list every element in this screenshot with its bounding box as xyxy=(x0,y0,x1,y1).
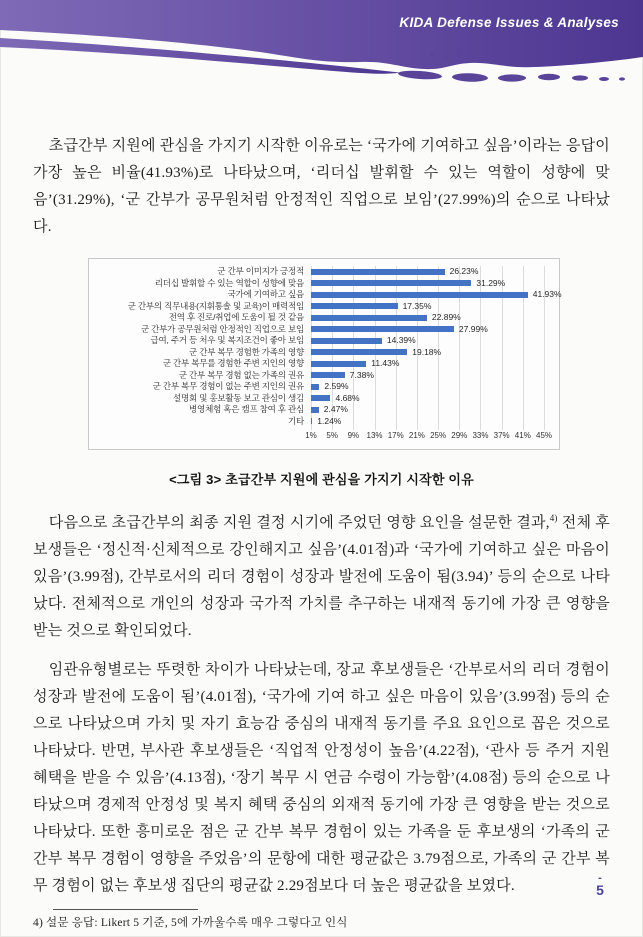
chart-row xyxy=(89,370,559,382)
value-label: 1.24% xyxy=(317,415,342,426)
value-label: 4.68% xyxy=(335,392,360,403)
category-label: 군 간부 복무 경험한 가족의 영향 xyxy=(189,346,304,357)
bar-track xyxy=(311,358,544,370)
bar xyxy=(311,303,398,309)
x-tick-label: 33% xyxy=(472,431,489,440)
footnote-text: 4) 설문 응답: Likert 5 기준, 5에 가까울수록 매우 그렇다고 인식 xyxy=(33,917,348,929)
chart-row xyxy=(89,393,559,405)
chart-row xyxy=(89,416,559,428)
value-label: 26.23% xyxy=(449,266,479,276)
bar xyxy=(311,361,366,367)
bar-track xyxy=(311,347,544,359)
category-label: 전역 후 진로/취업에 도움이 될 것 같음 xyxy=(168,312,304,322)
footnote-block xyxy=(33,909,610,931)
chart-row xyxy=(89,278,559,290)
x-tick-label: 5% xyxy=(326,431,338,440)
bar-track xyxy=(311,370,544,382)
chart-row xyxy=(89,266,559,278)
bar xyxy=(311,349,407,355)
category-label: 군 간부 복무 경험이 없는 주변 지인의 권유 xyxy=(152,381,304,391)
bar-track xyxy=(311,416,544,428)
bar xyxy=(311,338,382,344)
value-label: 11.43% xyxy=(371,358,400,368)
bar-track xyxy=(311,266,544,278)
chart-row xyxy=(89,404,559,416)
bar-track xyxy=(311,324,544,336)
x-tick-label: 45% xyxy=(535,431,553,440)
category-label: 설명회 및 홍보활동 보고 관심이 생김 xyxy=(173,392,304,403)
paragraph-by-commission-type: 임관유형별로는 뚜렷한 차이가 나타났는데, 장교 후보생들은 ‘간부로서의 리더 경험이 성장과 발전에 도움이 됨’(4.01점), ‘국가에 기여 하고 싶은 마음이 있음’(3.99점) 등의 순으로 나타났으며 가치 및 자기 효능감 중심의 내재적 동기를 주요 요인으로 꼽은 것으로 나타났다. 반면, 부사관 후보생들은 ‘직업적 안정성이 높음’(4.22점), ‘관사 등 주거 지원 혜택을 받을 수 있음’(4.13점), ‘장기 복무 시 연금 수령이 가능함’(4.08점) 등의 순으로 나타났으며 경제적 안정성 및 복지 혜택 중심의 외재적 동기에 가장 큰 영향을 받는 것으로 나타났다. 또한 흥미로운 점은 군 간부 복무 경험이 있는 가족을 둔 후보생의 ‘가족의 군 간부 복무 경험이 영향을 주었음’의 문항에 대한 평균값은 3.79점으로, 가족의 군 간부 복무 경험이 없는 후보생 집단의 평균값 2.29점보다 더 높은 평균값을 보였다. xyxy=(33,662,610,894)
bar-track xyxy=(311,301,544,313)
figure3-chart xyxy=(88,258,560,450)
footnote-divider xyxy=(53,909,198,910)
bar xyxy=(311,292,528,298)
category-label: 군 간부 복무 경험 없는 가족의 권유 xyxy=(178,369,304,380)
footnote-ref-4: 4) xyxy=(549,513,558,523)
figure3-caption: <그림 3> 초급간부 지원에 관심을 가지기 시작한 이유 xyxy=(169,472,474,487)
bar xyxy=(311,407,319,413)
category-label: 기타 xyxy=(287,415,304,426)
value-label: 17.35% xyxy=(402,300,432,311)
value-label: 27.99% xyxy=(458,323,488,334)
value-label: 19.18% xyxy=(412,346,442,357)
value-label: 7.38% xyxy=(349,369,374,380)
category-label: 병영체험 혹은 캠프 참여 후 관심 xyxy=(189,404,304,414)
x-tick-label: 1% xyxy=(305,431,317,440)
chart-row xyxy=(89,324,559,336)
chart-row xyxy=(89,312,559,324)
chart-row xyxy=(89,335,559,347)
bar xyxy=(311,269,445,275)
header-banner xyxy=(0,0,643,100)
chart-row xyxy=(89,347,559,359)
category-label: 리더십 발휘할 수 있는 역할이 성향에 맞음 xyxy=(154,277,304,288)
page-number-value: 5 xyxy=(596,882,604,898)
category-label: 군 간부의 직무내용(지휘통솔 및 교육)이 매력적임 xyxy=(127,300,304,311)
publication-title: KIDA Defense Issues & Analyses xyxy=(399,15,619,30)
bar xyxy=(311,395,330,401)
x-tick-label: 9% xyxy=(347,431,360,440)
x-tick-label: 41% xyxy=(514,431,531,440)
paragraph-intro: 초급간부 지원에 관심을 가지기 시작한 이유로는 ‘국가에 기여하고 싶음’이라는 응답이 가장 높은 비율(41.93%)로 나타났으며, ‘리더십 발휘할 수 있는 역할이 성향에 맞음’(31.29%), ‘군 간부가 공무원처럼 안정적인 직업으로 보임’(27.99%)의 순으로 나타났다. xyxy=(33,138,610,235)
x-tick-label: 21% xyxy=(408,431,425,440)
value-label: 2.47% xyxy=(323,404,348,414)
chart-row xyxy=(89,301,559,313)
bar xyxy=(311,418,312,424)
x-tick-label: 13% xyxy=(366,431,383,440)
value-label: 14.39% xyxy=(386,335,416,345)
category-label: 군 간부 이미지가 긍정적 xyxy=(217,266,304,276)
value-label: 22.89% xyxy=(431,312,461,322)
page-number xyxy=(590,874,610,898)
value-label: 31.29% xyxy=(476,277,506,288)
value-label: 41.93% xyxy=(532,289,562,299)
bar-track xyxy=(311,335,544,347)
page-number-dash: - xyxy=(598,872,602,884)
bar-track xyxy=(311,289,562,301)
x-tick-label: 25% xyxy=(430,431,447,440)
bar-track xyxy=(311,312,544,324)
chart-row xyxy=(89,358,559,370)
bar xyxy=(311,326,454,332)
category-label: 국가에 기여하고 싶음 xyxy=(227,289,304,299)
x-axis xyxy=(305,431,553,443)
chart-row xyxy=(89,289,562,301)
bar-track xyxy=(311,278,544,290)
x-tick-label: 29% xyxy=(451,431,468,440)
bar xyxy=(311,384,319,390)
bar xyxy=(311,280,471,286)
bar xyxy=(311,372,345,378)
article-body xyxy=(33,100,610,931)
x-tick-label: 37% xyxy=(493,431,510,440)
p2-text-pre: 다음으로 초급간부의 최종 지원 결정 시기에 주었던 영향 요인을 설문한 결과, xyxy=(48,515,550,531)
bar-track xyxy=(311,393,544,405)
x-tick-label: 17% xyxy=(387,431,404,440)
paragraph-survey-result xyxy=(33,510,610,645)
value-label: 2.59% xyxy=(324,381,349,391)
category-label: 군 간부 복무를 경험한 주변 지인의 영향 xyxy=(162,358,304,368)
category-label: 군 간부가 공무원처럼 안정적인 직업으로 보임 xyxy=(140,323,304,334)
bar-track xyxy=(311,404,544,416)
bar-track xyxy=(311,381,544,393)
chart-row xyxy=(89,381,559,393)
category-label: 급여, 주거 등 처우 및 복지조건이 좋아 보임 xyxy=(150,335,304,345)
bar xyxy=(311,315,427,321)
p2-text-post: 전체 후보생들은 ‘정신적·신체적으로 강인해지고 싶음’(4.01점)과 ‘국가에 기여하고 싶은 마음이 있음’(3.99점), 간부로서의 리더 경험이 성장과 발전에 도움이 됨(3.94)’ 등의 순으로 나타났다. 전체적으로 개인의 성장과 국가적 가치를 추구하는 내재적 동기에 가장 큰 영향을 받는 것으로 확인되었다. xyxy=(33,515,610,639)
